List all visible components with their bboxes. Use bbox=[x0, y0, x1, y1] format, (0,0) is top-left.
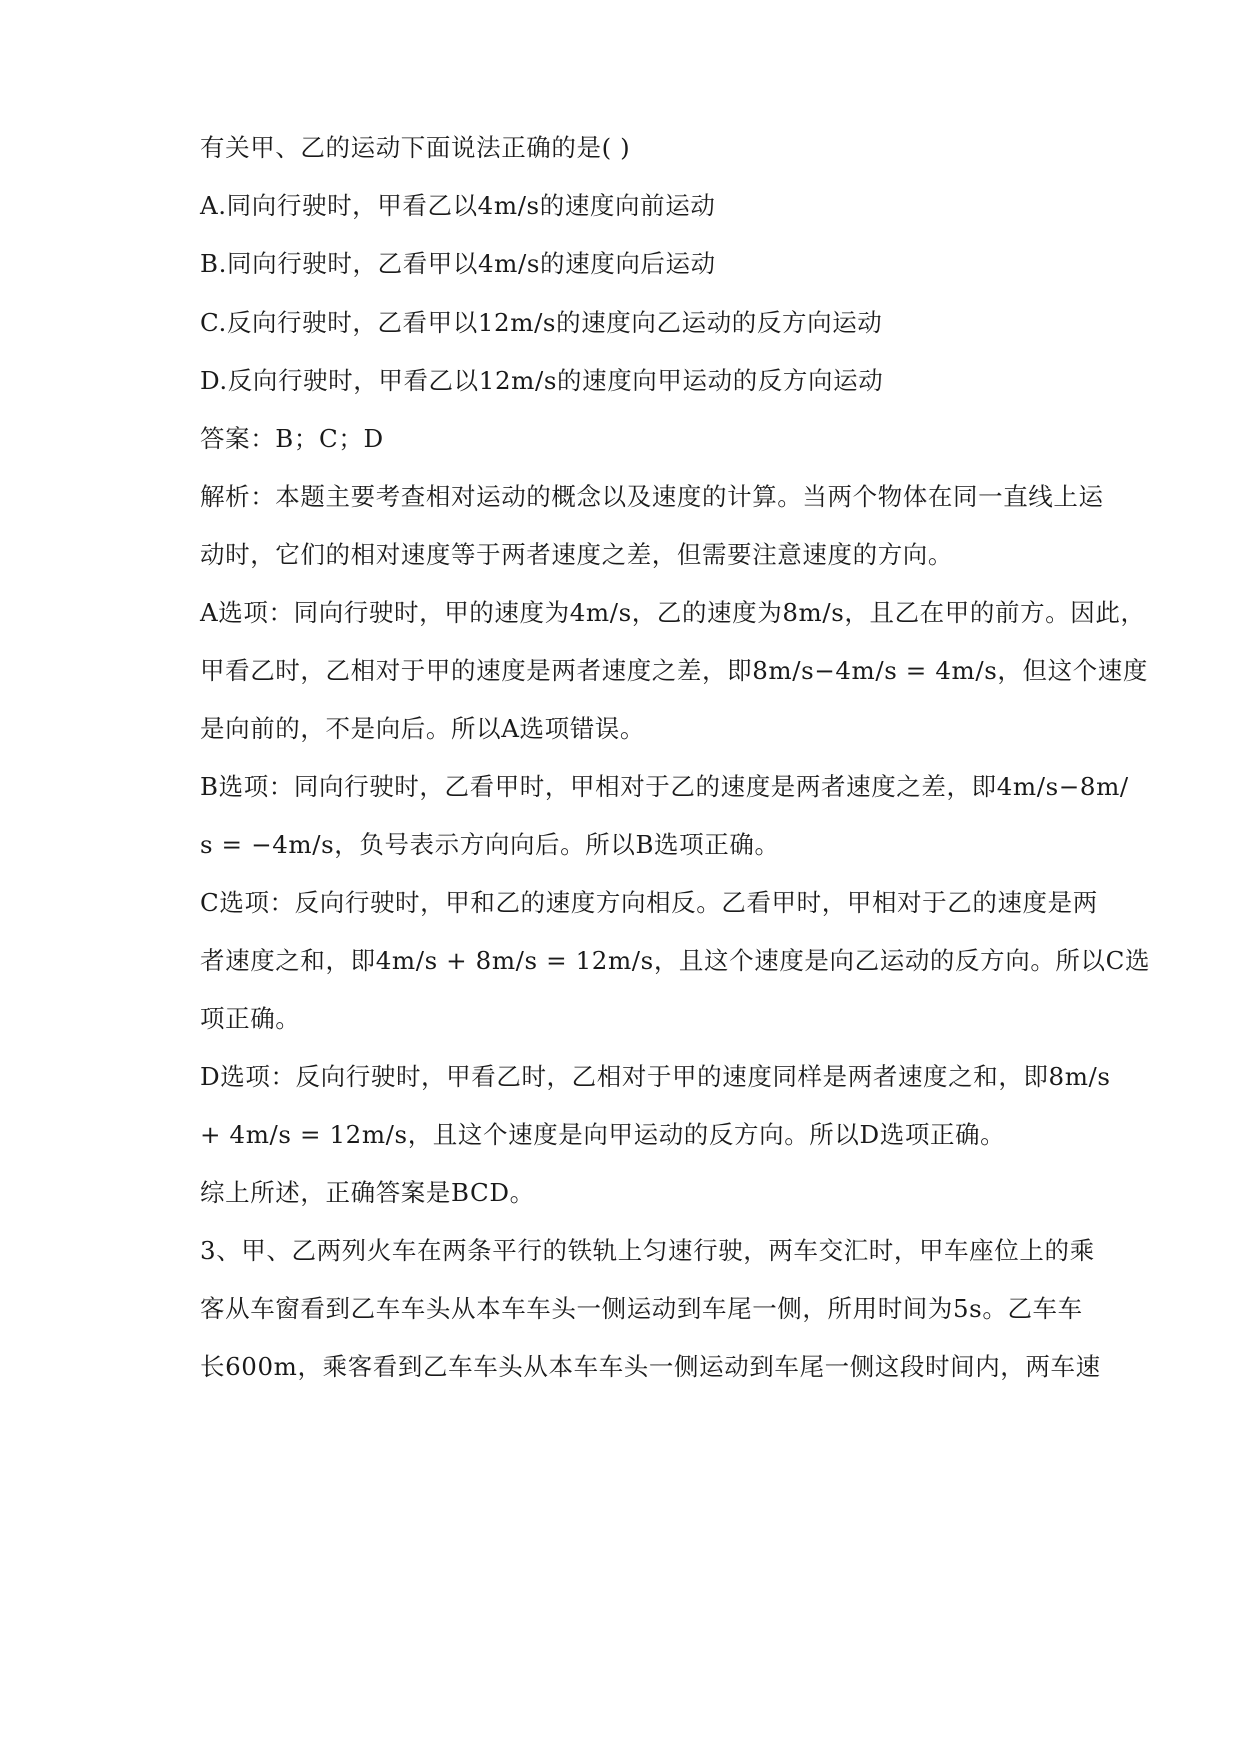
analysis-option-b: B选项：同向行驶时，乙看甲时，甲相对于乙的速度是两者速度之差，即4m/s−8m/ bbox=[200, 772, 1129, 801]
question-3-text: 3、甲、乙两列火车在两条平行的铁轨上匀速行驶，两车交汇时，甲车座位上的乘 bbox=[200, 1236, 1095, 1265]
option-b: B.同向行驶时，乙看甲以4m/s的速度向后运动 bbox=[200, 249, 716, 278]
analysis-option-d: D选项：反向行驶时，甲看乙时，乙相对于甲的速度同样是两者速度之和，即8m/s bbox=[200, 1062, 1111, 1091]
question-stem: 有关甲、乙的运动下面说法正确的是( ) bbox=[200, 133, 631, 162]
option-a: A.同向行驶时，甲看乙以4m/s的速度向前运动 bbox=[200, 191, 716, 220]
conclusion-line: 综上所述，正确答案是BCD。 bbox=[200, 1178, 535, 1207]
answer-line: 答案：B；C；D bbox=[200, 424, 384, 453]
option-c: C.反向行驶时，乙看甲以12m/s的速度向乙运动的反方向运动 bbox=[200, 308, 883, 337]
question-3-text: 客从车窗看到乙车车头从本车车头一侧运动到车尾一侧，所用时间为5s。乙车车 bbox=[200, 1294, 1083, 1323]
question-3-text: 长600m，乘客看到乙车车头从本车车头一侧运动到车尾一侧这段时间内，两车速 bbox=[200, 1352, 1101, 1381]
analysis-option-c: C选项：反向行驶时，甲和乙的速度方向相反。乙看甲时，甲相对于乙的速度是两 bbox=[200, 888, 1098, 917]
analysis-line: 解析：本题主要考查相对运动的概念以及速度的计算。当两个物体在同一直线上运 bbox=[200, 482, 1104, 511]
analysis-option-c: 者速度之和，即4m/s + 8m/s = 12m/s，且这个速度是向乙运动的反方向。所以C选 bbox=[200, 946, 1151, 975]
analysis-option-c: 项正确。 bbox=[200, 1004, 301, 1033]
analysis-option-a: 是向前的，不是向后。所以A选项错误。 bbox=[200, 714, 645, 743]
option-d: D.反向行驶时，甲看乙以12m/s的速度向甲运动的反方向运动 bbox=[200, 366, 884, 395]
analysis-option-a: A选项：同向行驶时，甲的速度为4m/s，乙的速度为8m/s，且乙在甲的前方。因此， bbox=[200, 598, 1146, 627]
analysis-option-b: s = −4m/s，负号表示方向向后。所以B选项正确。 bbox=[200, 830, 780, 859]
analysis-option-a: 甲看乙时，乙相对于甲的速度是两者速度之差，即8m/s−4m/s = 4m/s，但这个速度 bbox=[200, 656, 1148, 685]
analysis-option-d: + 4m/s = 12m/s，且这个速度是向甲运动的反方向。所以D选项正确。 bbox=[200, 1120, 1006, 1149]
analysis-line: 动时，它们的相对速度等于两者速度之差，但需要注意速度的方向。 bbox=[200, 540, 953, 569]
